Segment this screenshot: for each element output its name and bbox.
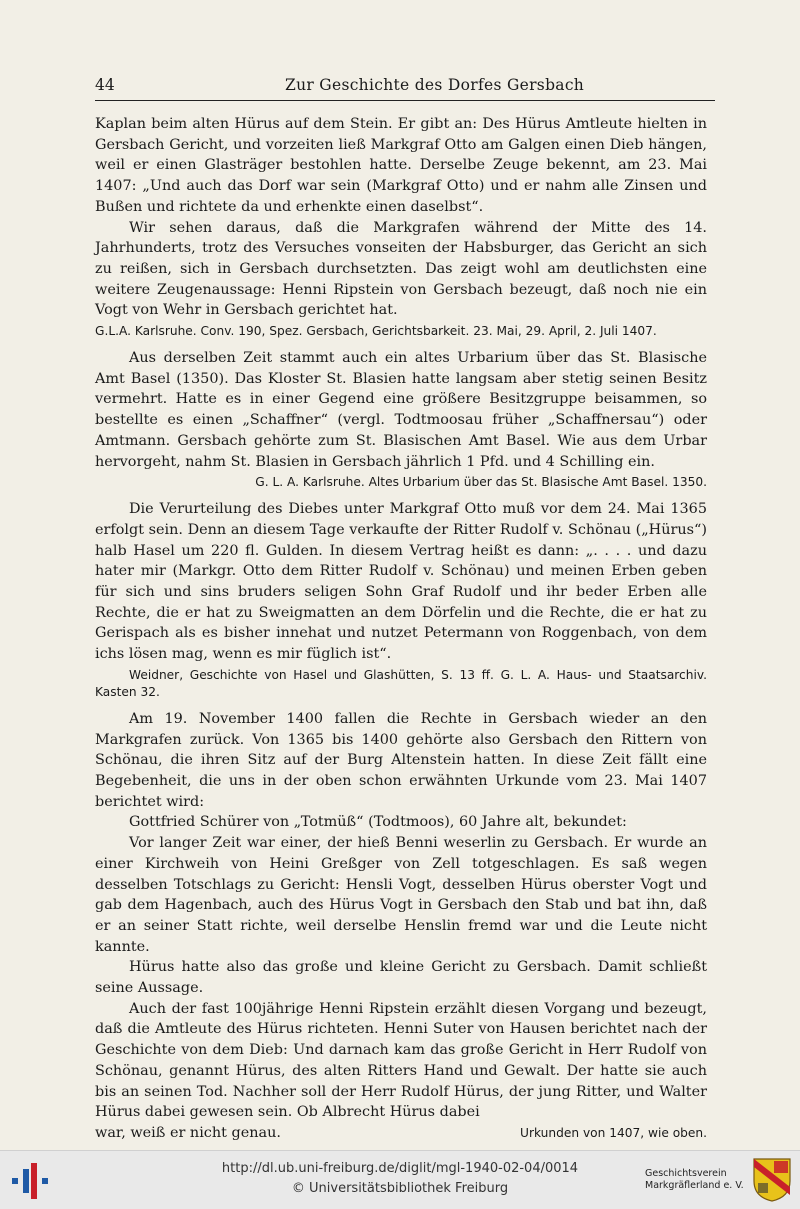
viewer-footer (0, 1150, 800, 1209)
coat-of-arms-icon (752, 1157, 792, 1203)
paragraph: Auch der fast 100jährige Henni Ripstein erzählt diesen Vorgang und bezeugt, daß die Amtleute des Hürus richteten. Henni Suter von Hausen berichtet nach der Geschichte von dem Dieb: Und darnach kam das große Gericht in Herr Rudolf von Schönau, genannt Hürus, des alten Ritters Hand und Gewalt. Der hatte sie auch bis an seinen Tod. Nachher soll der Herr Rudolf Hürus, der jung Ritter, und Walter Hürus dabei gewesen sein. Ob Albrecht Hürus dabei (95, 1000, 707, 1121)
reference-note: Weidner, Geschichte von Hasel und Glashütten, S. 13 ff. G. L. A. Haus- und Staatsarchiv. Kasten 32. (95, 667, 707, 699)
page-body (95, 114, 707, 1144)
paragraph: Vor langer Zeit war einer, der hieß Benni weserlin zu Gersbach. Er wurde an einer Kirchweih von Heini Greßger von Zell totgeschlagen. Es saß wegen desselben Totschlags zu Gericht: Hensli Vogt, desselben Hürus oberster Vogt und gab dem Hagenbach, auch des Hürus Vogt in Gersbach den Stab und bat ihn, daß er an seiner Statt richte, weil derselbe Henslin fremd war und die Leute nicht kannte. (95, 835, 707, 955)
reference-note: G.L.A. Karlsruhe. Conv. 190, Spez. Gersbach, Gerichtsbarkeit. 23. Mai, 29. April, 2. Juli 1407. (95, 324, 657, 339)
society-name (645, 1168, 744, 1192)
source-url-link[interactable]: http://dl.ub.uni-freiburg.de/diglit/mgl-1940-02-04/0014 (221, 1161, 579, 1176)
paragraph: Kaplan beim alten Hürus auf dem Stein. Er gibt an: Des Hürus Amtleute hielten in Gersbach Gericht, und vorzeiten ließ Markgraf Otto am Galgen einen Dieb hängen, weil er einen Glasträger bestohlen hatte. Derselbe Zeuge bekennt, am 23. Mai 1407: „Und auch das Dorf war sein (Markgraf Otto) und er nahm alle Zinsen und Bußen und richtete da und erhenkte einen daselbst“. (95, 116, 707, 215)
paragraph: Hürus hatte also das große und kleine Gericht zu Gersbach. Damit schließt seine Aussage. (95, 959, 707, 997)
paragraph: Aus derselben Zeit stammt auch ein altes Urbarium über das St. Blasische Amt Basel (1350). Das Kloster St. Blasien hatte langsam aber stetig seinen Besitz vermehrt. Hatte es in einer Gegend eine größere Besitzgruppe beisammen, so bestellte es einen „Schaffner“ (vergl. Todtmoosau früher „Schaffnersau“) oder Amtmann. Gersbach gehörte zum St. Blasischen Amt Basel. Wie aus dem Urbar hervorgeht, nahm St. Blasien in Gersbach jährlich 1 Pfd. und 4 Schilling ein. (95, 350, 707, 470)
running-title: Zur Geschichte des Dorfes Gersbach (285, 76, 585, 94)
paragraph: Die Verurteilung des Diebes unter Markgraf Otto muß vor dem 24. Mai 1365 erfolgt sein. Denn an diesem Tage verkaufte der Ritter Rudolf v. Schönau („Hürus“) halb Hasel um 220 fl. Gulden. In diesem Vertrag heißt es dann: „. . . . und dazu hater mir (Markgr. Otto dem Ritter Rudolf v. Schönau) und meinen Erben geben für sich und sins bruders seligen Sohn Graf Rudolf und ihr beder Erben alle Rechte, die er hat zu Sweigmatten an dem Dörfelin und die Rechte, die er hat zu Gerispach als es bisher innehat und nutzet Petermann von Roggenbach, von dem ichs lösen mag, wenn es mir füglich ist“. (95, 501, 707, 663)
page-number: 44 (95, 76, 115, 94)
reference-note: G. L. A. Karlsruhe. Altes Urbarium über das St. Blasische Amt Basel. 1350. (255, 475, 707, 490)
page-header (95, 74, 715, 101)
paragraph-end: war, weiß er nicht genau. (95, 1124, 281, 1141)
society-line: Geschichtsverein (645, 1168, 727, 1179)
copyright-text: © Universitätsbibliothek Freiburg (291, 1181, 509, 1196)
paragraph: Am 19. November 1400 fallen die Rechte in Gersbach wieder an den Markgrafen zurück. Von 1365 bis 1400 gehörte also Gersbach den Rittern von Schönau, die ihren Sitz auf der Burg Altenstein hatten. In diese Zeit fällt eine Begebenheit, die uns in der oben schon erwähnten Urkunde vom 23. Mai 1407 berichtet wird: (95, 710, 707, 810)
paragraph: Gottfried Schürer von „Totmüß“ (Todtmoos), 60 Jahre alt, bekundet: (129, 814, 627, 831)
closing-line (95, 1123, 707, 1144)
paragraph: Wir sehen daraus, daß die Markgrafen während der Mitte des 14. Jahrhunderts, trotz des Versuches vonseiten der Habsburger, das Gericht an sich zu reißen, sich in Gersbach durchsetzten. Das zeigt wohl am deutlichsten eine weitere Zeugenaussage: Henni Ripstein von Gersbach bezeugt, daß noch nie ein Vogt von Wehr in Gersbach gerichtet hat. (95, 219, 707, 319)
society-line: Markgräflerland e. V. (645, 1180, 744, 1191)
reference-note: Urkunden von 1407, wie oben. (520, 1125, 707, 1140)
